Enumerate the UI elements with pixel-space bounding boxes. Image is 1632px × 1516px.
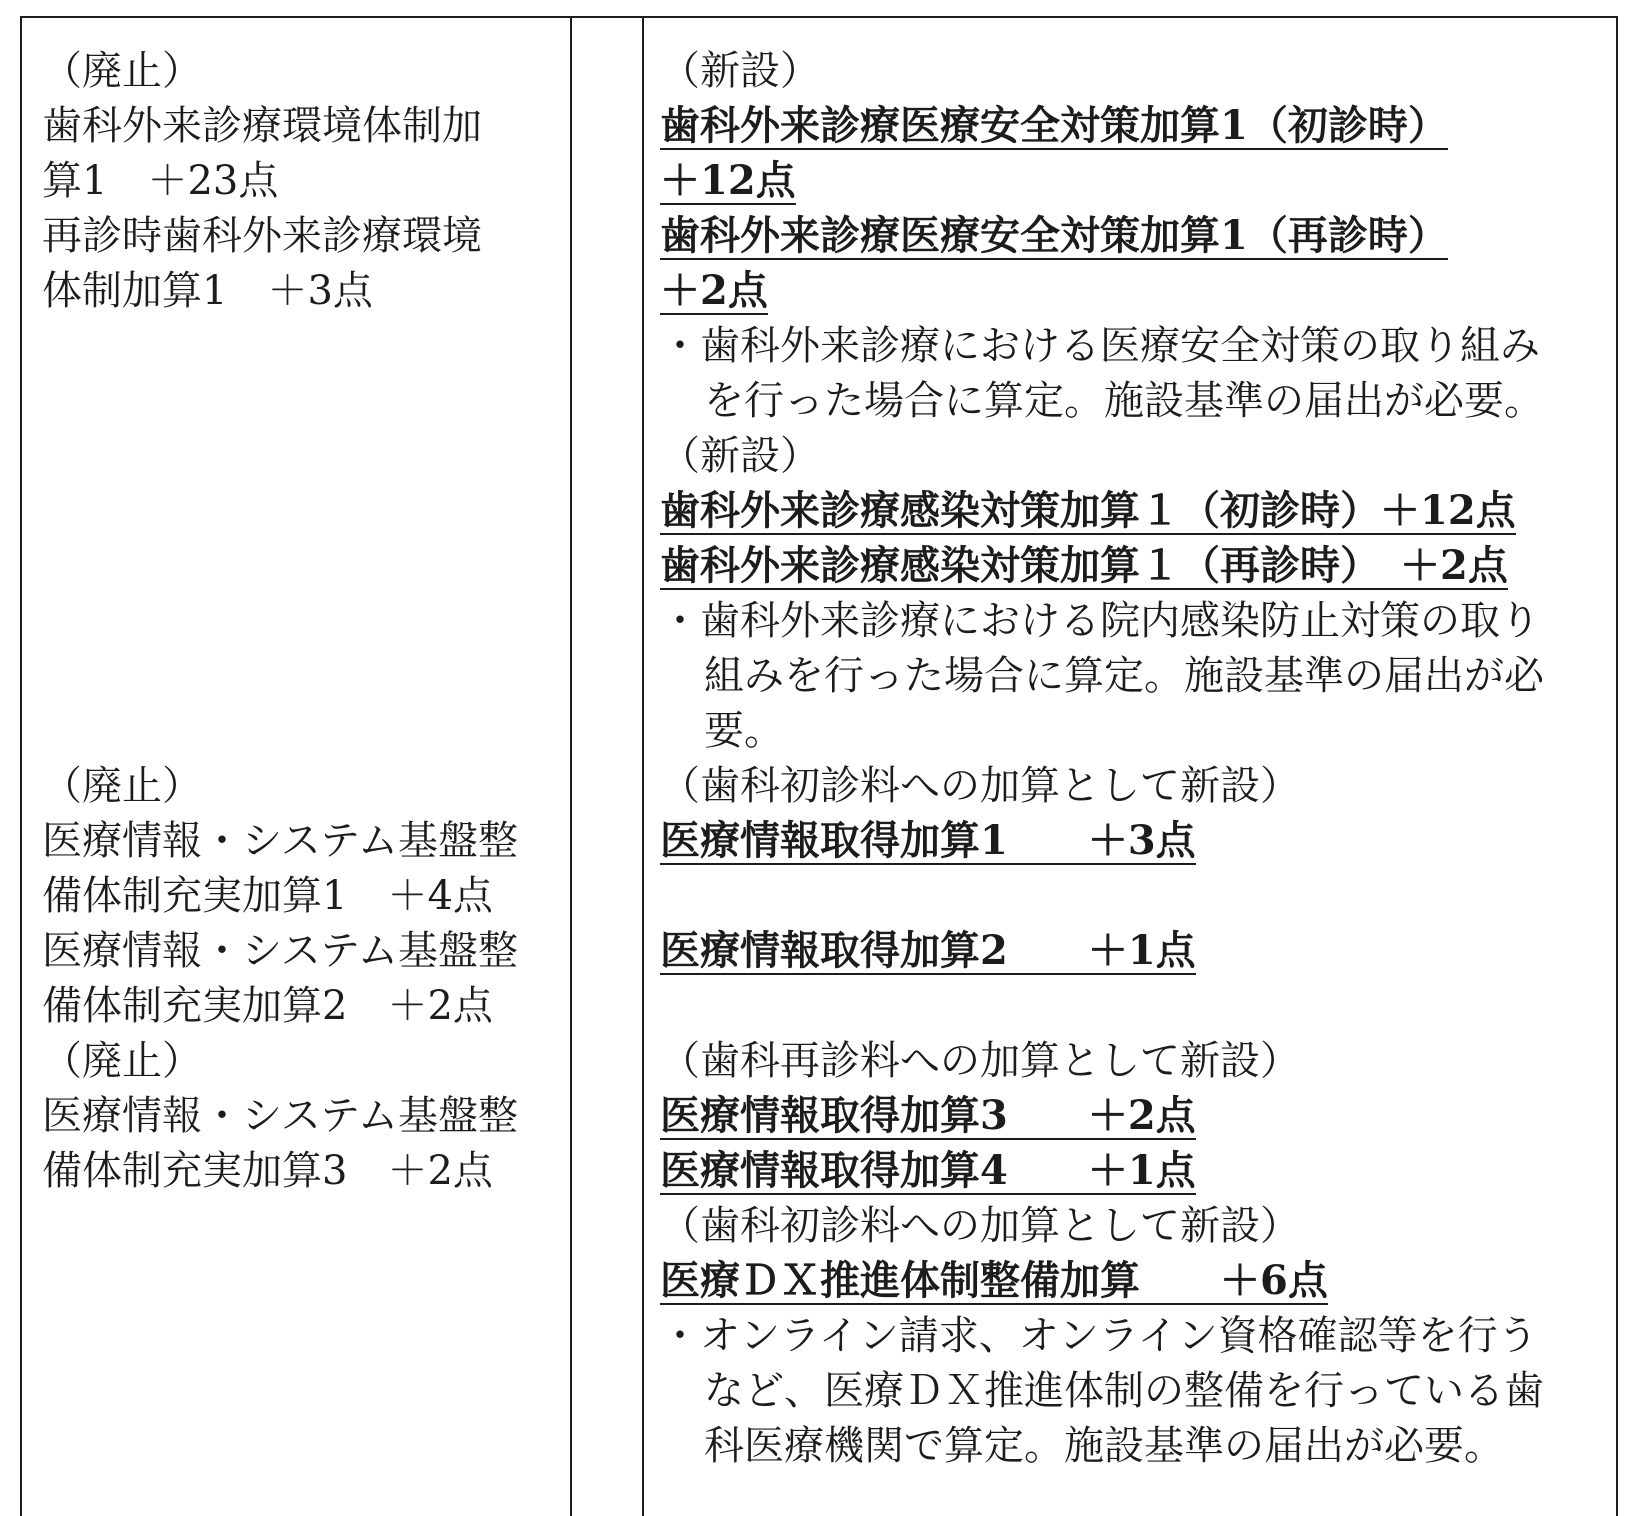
- abolished-item-line: 歯科外来診療環境体制加: [42, 103, 482, 149]
- new-item-title: 医療情報取得加算3 ＋2点: [660, 1092, 1196, 1139]
- new-tag: （歯科再診料への加算として新設）: [660, 1038, 1300, 1084]
- new-item-title: 歯科外来診療感染対策加算１（再診時） ＋2点: [660, 542, 1508, 589]
- spacer: [660, 869, 1620, 924]
- spacer: [42, 374, 572, 429]
- note-line: ・オンライン請求、オンライン資格確認等を行う: [660, 1313, 1538, 1359]
- new-item-title: 歯科外来診療医療安全対策加算1（再診時）: [660, 212, 1448, 259]
- column-divider-right: [642, 18, 644, 1516]
- new-item-title: 歯科外来診療医療安全対策加算1（初診時）: [660, 102, 1448, 149]
- note-line: ・歯科外来診療における院内感染防止対策の取り: [660, 598, 1540, 644]
- spacer: [42, 594, 572, 649]
- spacer: [42, 429, 572, 484]
- new-item-title: 歯科外来診療感染対策加算１（初診時）＋12点: [660, 487, 1516, 534]
- abolished-item-line: 備体制充実加算3 ＋2点: [42, 1148, 493, 1194]
- note-line: を行った場合に算定。施設基準の届出が必要。: [704, 378, 1544, 424]
- left-column-abolished: [42, 18, 572, 1199]
- spacer: [660, 979, 1620, 1034]
- new-item-title: 医療情報取得加算1 ＋3点: [660, 817, 1196, 864]
- note-line: ・歯科外来診療における医療安全対策の取り組み: [660, 323, 1540, 369]
- abolished-tag: （廃止）: [42, 48, 202, 94]
- abolished-item-line: 備体制充実加算1 ＋4点: [42, 873, 493, 919]
- abolished-tag: （廃止）: [42, 763, 202, 809]
- spacer: [42, 539, 572, 594]
- new-tag: （歯科初診料への加算として新設）: [660, 1203, 1300, 1249]
- note-line: 要。: [704, 708, 784, 754]
- new-tag: （歯科初診料への加算として新設）: [660, 763, 1300, 809]
- note-line: 科医療機関で算定。施設基準の届出が必要。: [704, 1423, 1504, 1469]
- abolished-item-line: 医療情報・システム基盤整: [42, 928, 518, 974]
- new-tag: （新設）: [660, 433, 820, 479]
- right-column-new: [660, 18, 1620, 1474]
- note-line: など、医療ＤＸ推進体制の整備を行っている歯: [704, 1368, 1544, 1414]
- new-tag: （新設）: [660, 48, 820, 94]
- comparison-table: [20, 16, 1618, 1516]
- new-item-title: 医療情報取得加算4 ＋1点: [660, 1147, 1196, 1194]
- spacer: [42, 704, 572, 759]
- spacer: [42, 649, 572, 704]
- new-item-title: 医療情報取得加算2 ＋1点: [660, 927, 1196, 974]
- abolished-item-line: 再診時歯科外来診療環境: [42, 213, 482, 259]
- spacer: [42, 484, 572, 539]
- new-item-points: ＋12点: [660, 157, 796, 204]
- new-item-points: ＋2点: [660, 267, 768, 314]
- note-line: 組みを行った場合に算定。施設基準の届出が必: [704, 653, 1544, 699]
- new-item-title: 医療ＤＸ推進体制整備加算 ＋6点: [660, 1257, 1328, 1304]
- abolished-item-line: 医療情報・システム基盤整: [42, 1093, 518, 1139]
- abolished-tag: （廃止）: [42, 1038, 202, 1084]
- abolished-item-line: 体制加算1 ＋3点: [42, 268, 373, 314]
- abolished-item-line: 備体制充実加算2 ＋2点: [42, 983, 493, 1029]
- spacer: [42, 319, 572, 374]
- abolished-item-line: 算1 ＋23点: [42, 158, 279, 204]
- abolished-item-line: 医療情報・システム基盤整: [42, 818, 518, 864]
